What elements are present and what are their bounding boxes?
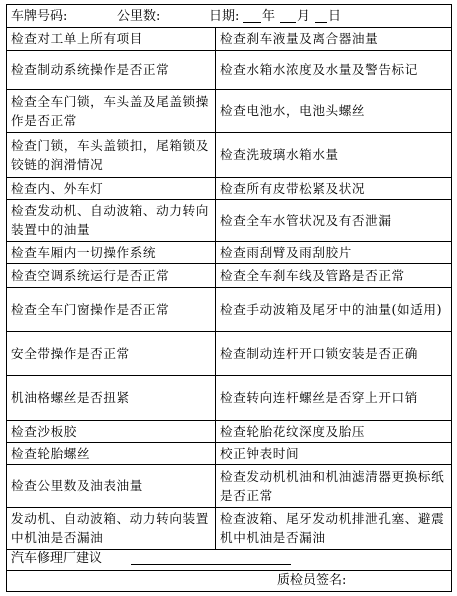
check-item-left: 检查公里数及油表油量 (7, 464, 216, 507)
check-item-left: 检查门锁，车头盖锁扣，尾箱锁及铰链的润滑情况 (7, 132, 216, 177)
repair-advice-row (7, 549, 451, 571)
month-blank[interactable] (280, 5, 296, 28)
year-label: 年 (262, 9, 276, 24)
table-row (7, 442, 451, 464)
check-item-right: 检查雨刮臂及雨刮胶片 (216, 241, 452, 263)
checklist-table (7, 28, 451, 550)
check-item-right: 检查波箱、尾牙发动机排泄孔塞、避震机中机油是否漏油 (216, 507, 452, 549)
check-item-left: 检查对工单上所有项目 (7, 28, 216, 50)
check-item-left: 检查全车门锁，车头盖及尾盖锁操作是否正常 (7, 89, 216, 132)
table-row (7, 507, 451, 549)
table-row (7, 177, 451, 199)
day-label: 日 (328, 9, 342, 24)
check-item-right: 检查水箱水浓度及水量及警告标记 (216, 50, 452, 89)
table-row (7, 50, 451, 89)
table-row (7, 132, 451, 177)
check-item-right: 检查手动波箱及尾牙中的油量(如适用) (216, 287, 452, 331)
check-item-left: 检查制动系统操作是否正常 (7, 50, 216, 89)
check-item-left: 检查发动机、自动波箱、动力转向装置中的油量 (7, 199, 216, 241)
check-item-right: 检查洗玻璃水箱水量 (216, 132, 452, 177)
check-item-left: 检查全车门窗操作是否正常 (7, 287, 216, 331)
table-row (7, 464, 451, 507)
check-item-right: 检查刹车液量及离合器油量 (216, 28, 452, 50)
inspector-signature-label: 质检员签名: (277, 573, 347, 588)
check-item-left: 机油格螺丝是否扭紧 (7, 375, 216, 420)
table-row (7, 89, 451, 132)
table-row (7, 375, 451, 420)
check-item-left: 检查空调系统运行是否正常 (7, 263, 216, 287)
date-label: 日期: (209, 9, 240, 24)
month-label: 月 (297, 9, 311, 24)
check-item-right: 校正钟表时间 (216, 442, 452, 464)
mileage-label: 公里数: (117, 9, 161, 24)
plate-number-label: 车牌号码: (11, 9, 68, 24)
table-row (7, 199, 451, 241)
table-row (7, 420, 451, 442)
check-item-right: 检查电池水，电池头螺丝 (216, 89, 452, 132)
check-item-right: 检查轮胎花纹深度及胎压 (216, 420, 452, 442)
repair-advice-label: 汽车修理厂建议 (11, 551, 103, 566)
check-item-left: 发动机、自动波箱、动力转向装置中机油是否漏油 (7, 507, 216, 549)
form-header (7, 5, 451, 28)
check-item-left: 检查轮胎螺丝 (7, 442, 216, 464)
signature-row (7, 571, 451, 591)
check-item-left: 检查车厢内一切操作系统 (7, 241, 216, 263)
table-row (7, 28, 451, 50)
check-item-right: 检查发动机机油和机油滤清器更换标纸是否正常 (216, 464, 452, 507)
table-row (7, 241, 451, 263)
check-item-right: 检查全车刹车线及管路是否正常 (216, 263, 452, 287)
table-row (7, 263, 451, 287)
table-row (7, 331, 451, 375)
check-item-left: 检查内、外车灯 (7, 177, 216, 199)
repair-advice-blank[interactable] (131, 549, 291, 569)
table-row (7, 287, 451, 331)
day-blank[interactable] (315, 5, 327, 28)
check-item-right: 检查所有皮带松紧及状况 (216, 177, 452, 199)
year-blank[interactable] (243, 5, 261, 28)
check-item-right: 检查转向连杆螺丝是否穿上开口销 (216, 375, 452, 420)
inspection-form (6, 4, 452, 592)
check-item-right: 检查全车水管状况及有否泄漏 (216, 199, 452, 241)
check-item-left: 检查沙板胶 (7, 420, 216, 442)
check-item-left: 安全带操作是否正常 (7, 331, 216, 375)
check-item-right: 检查制动连杆开口锁安装是否正确 (216, 331, 452, 375)
